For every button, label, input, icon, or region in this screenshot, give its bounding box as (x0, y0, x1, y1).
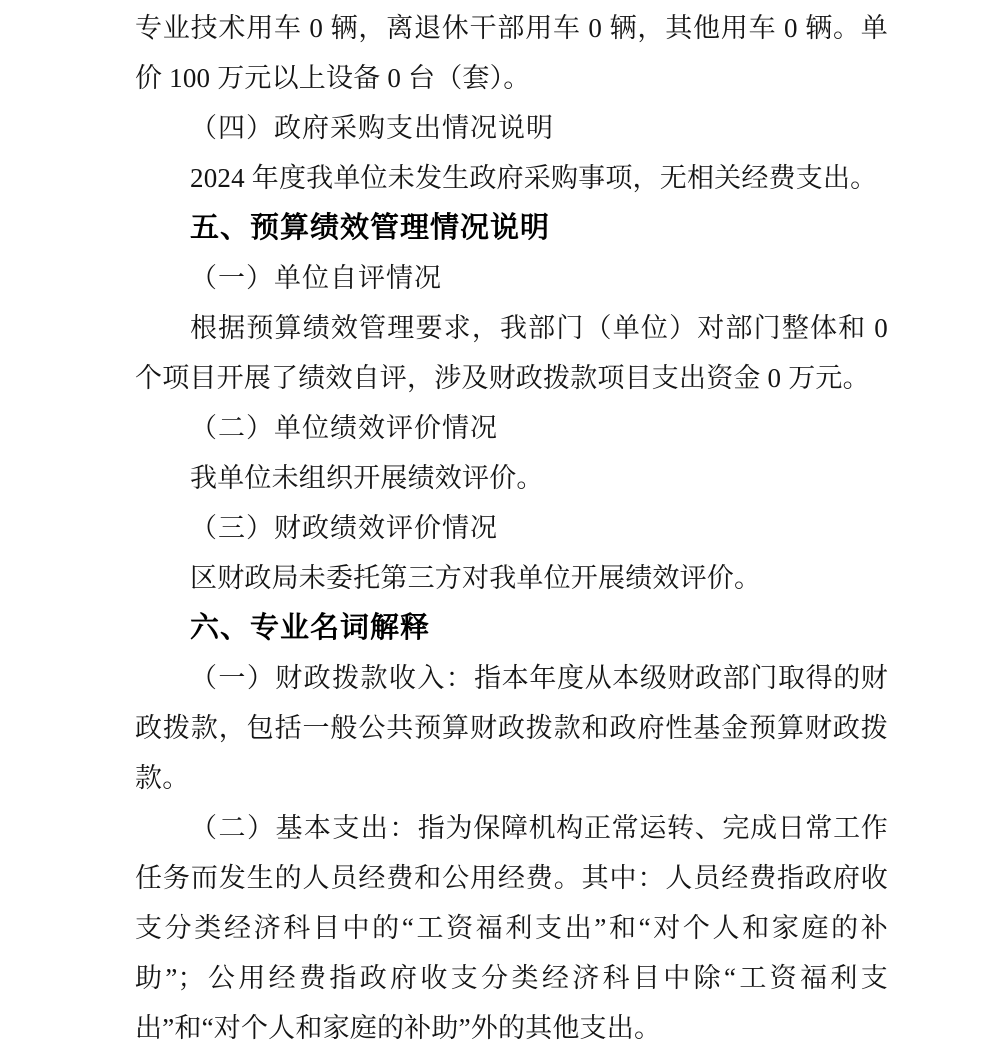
paragraph-definition-fiscal-appropriation (135, 653, 888, 803)
term-definition-fiscal-appropriation: 指本年度从本级财政部门取得的财政拨款，包括一般公共预算财政拨款和政府性基金预算财政拨款。 (135, 663, 889, 793)
sub-heading-gov-procurement: （四）政府采购支出情况说明 (190, 113, 554, 143)
paragraph-procurement-statement: 2024 年度我单位未发生政府采购事项，无相关经费支出。 (190, 163, 878, 193)
sub-heading-finance-evaluation: （三）财政绩效评价情况 (190, 513, 498, 543)
term-label-fiscal-appropriation: （一）财政拨款收入： (190, 663, 475, 693)
sub-heading-self-evaluation: （一）单位自评情况 (190, 263, 442, 293)
paragraph-unit-evaluation: 我单位未组织开展绩效评价。 (190, 463, 544, 493)
paragraph-definition-basic-expenditure (135, 803, 888, 1053)
paragraph-finance-evaluation: 区财政局未委托第三方对我单位开展绩效评价。 (190, 563, 762, 593)
sub-heading-unit-evaluation: （二）单位绩效评价情况 (190, 413, 498, 443)
paragraph-self-evaluation: 根据预算绩效管理要求，我部门（单位）对部门整体和 0 个项目开展了绩效自评，涉及财政拨款项目支出资金 0 万元。 (135, 313, 888, 393)
term-label-basic-expenditure: （二）基本支出： (190, 813, 418, 843)
section-heading-terminology: 六、专业名词解释 (190, 612, 431, 644)
paragraph-vehicles-equipment: 专业技术用车 0 辆，离退休干部用车 0 辆，其他用车 0 辆。单价 100 万元以上设备 0 台（套）。 (135, 13, 888, 93)
section-heading-budget-performance: 五、预算绩效管理情况说明 (190, 212, 551, 244)
term-definition-basic-expenditure: 指为保障机构正常运转、完成日常工作任务而发生的人员经费和公用经费。其中：人员经费指政府收支分类经济科目中的“工资福利支出”和“对个人和家庭的补助”；公用经费指政府收支分类经济科目中除“工资福利支出”和“对个人和家庭的补助”外的其他支出。 (135, 813, 889, 1043)
